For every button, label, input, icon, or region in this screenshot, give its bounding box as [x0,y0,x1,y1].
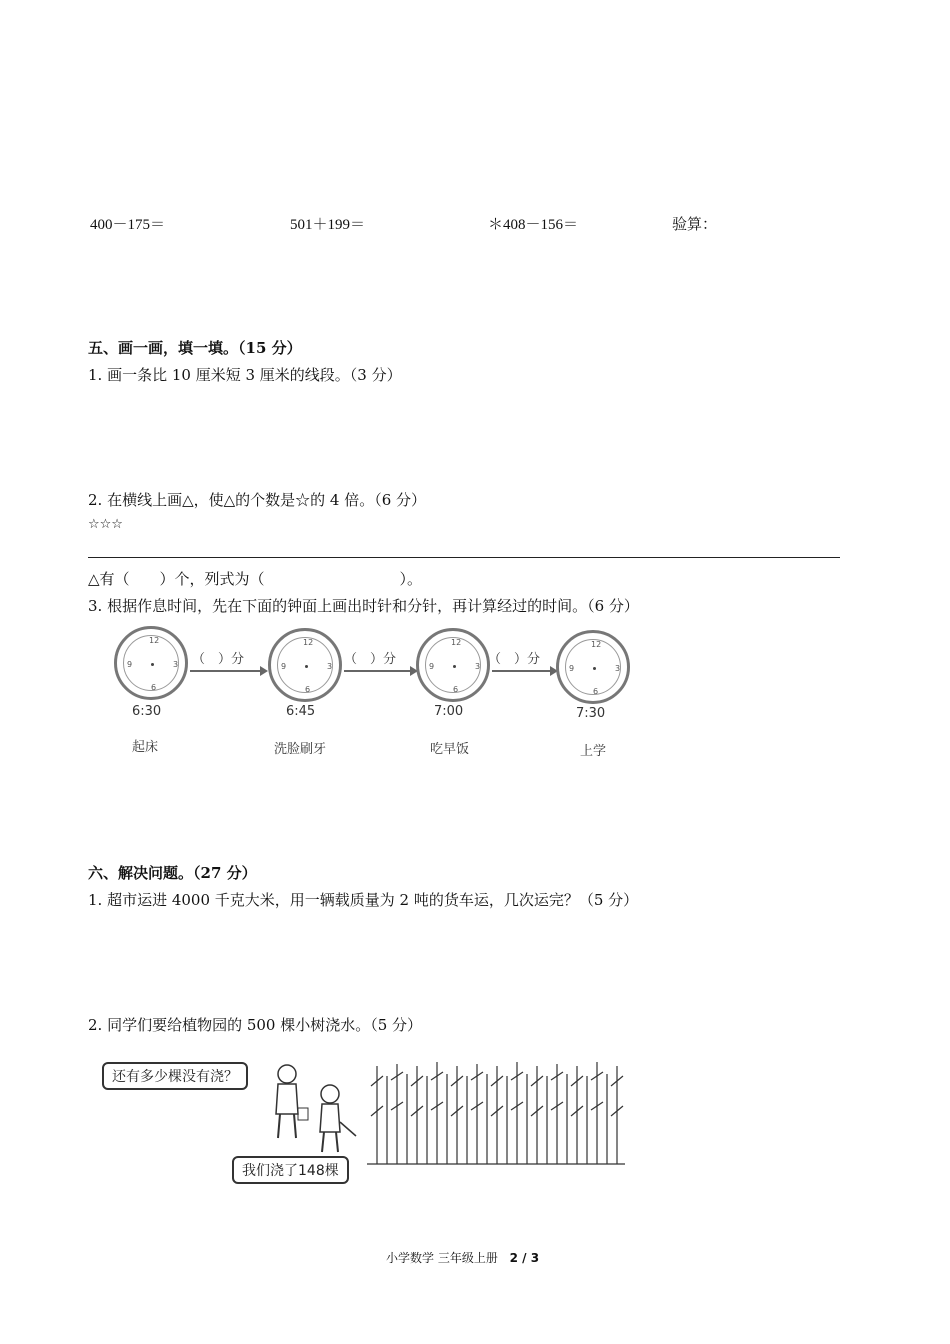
section5-q1: 1. 画一条比 10 厘米短 3 厘米的线段。（3 分） [88,366,402,384]
arrow-label-3[interactable]: （ ）分 [488,652,541,667]
calc-item-3: ＊408－156＝ [488,217,579,233]
star-row: ☆☆☆ [88,517,123,532]
check-label: 验算： [672,215,718,233]
section5-q3: 3. 根据作息时间，先在下面的钟面上画出时针和分针，再计算经过的时间。（6 分） [88,597,639,615]
clock-activity-1: 起床 [132,740,159,755]
page-footer [386,1249,539,1266]
arrow-label-1[interactable]: （ ）分 [192,652,245,667]
clock-face-2[interactable]: 12 3 6 9 [268,628,342,702]
clock-time-2: 6:45 [286,704,316,719]
answer-line[interactable] [88,557,840,558]
clock-activity-2: 洗脸刷牙 [274,742,327,757]
section6-q1: 1. 超市运进 4000 千克大米，用一辆载质量为 2 吨的货车运，几次运完？（5 分） [88,891,639,909]
section6-q2: 2. 同学们要给植物园的 500 棵小树浇水。（5 分） [88,1016,423,1034]
watering-illustration [92,1046,632,1206]
clock-face-1[interactable]: 12 3 6 9 [114,626,188,700]
clock-face-4[interactable]: 12 3 6 9 [556,630,630,704]
arrow-label-2[interactable]: （ ）分 [344,652,397,667]
clock-time-4: 7:30 [576,706,606,721]
answer-bubble: 我们浇了148棵 [232,1156,349,1184]
question-bubble: 还有多少棵没有浇？ [102,1062,248,1090]
clock-activity-4: 上学 [580,744,607,759]
clock-face-3[interactable]: 12 3 6 9 [416,628,490,702]
children-figure [252,1056,362,1156]
clock-time-1: 6:30 [132,704,162,719]
calc-item-1: 400－175＝ [90,217,166,233]
footer-subject: 小学数学 三年级上册 [386,1251,498,1265]
arrow-2 [344,670,412,672]
trees-figure [367,1046,625,1166]
section5-q2: 2. 在横线上画△，使△的个数是☆的 4 倍。（6 分） [88,491,427,509]
clock-figure [88,618,688,760]
clock-time-3: 7:00 [434,704,464,719]
section6-title: 六、解决问题。（27 分） [88,864,257,882]
section5-q2-fill: △有（ ）个，列式为（ ）。 [88,570,423,588]
arrow-1 [190,670,262,672]
calc-item-2: 501＋199＝ [290,217,366,233]
footer-page: 2 / 3 [509,1251,540,1265]
section5-title: 五、画一画，填一填。（15 分） [88,339,302,357]
arrow-3 [492,670,552,672]
clock-activity-3: 吃早饭 [430,742,470,757]
